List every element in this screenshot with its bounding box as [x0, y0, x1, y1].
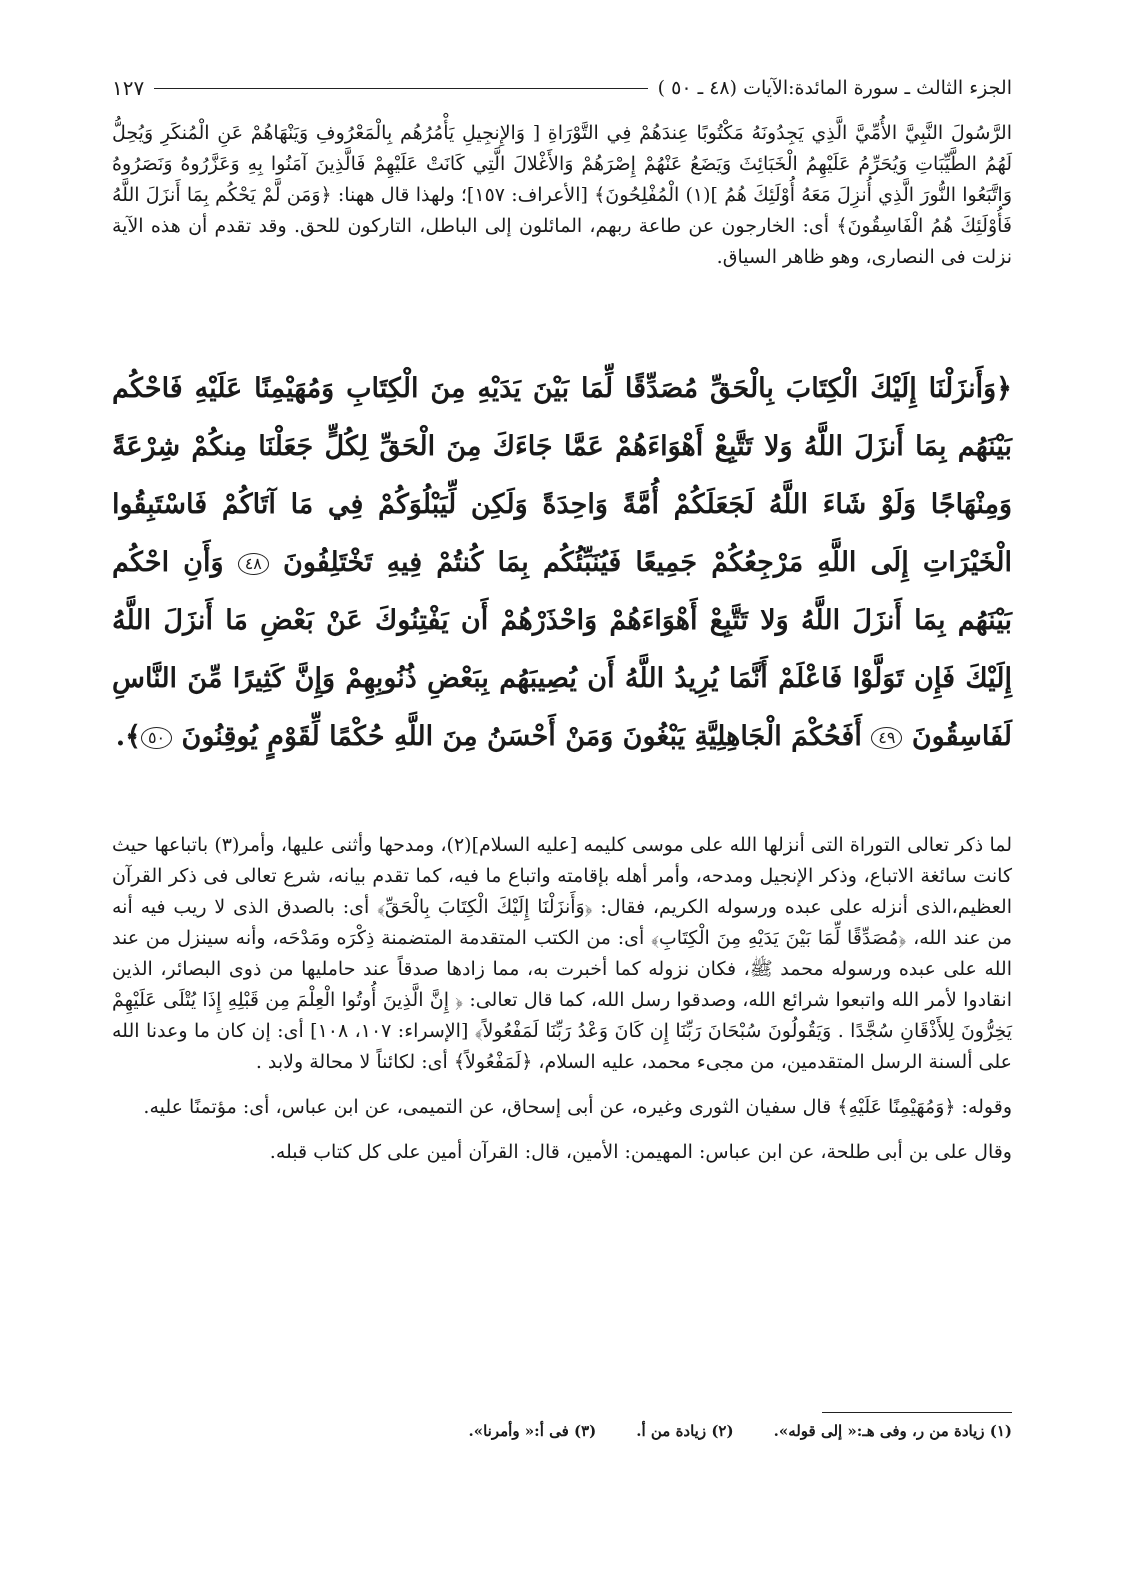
- verse-part-3: أَفَحُكْمَ الْجَاهِلِيَّةِ يَبْغُونَ وَمَنْ أَحْسَنُ مِنَ اللَّهِ حُكْمًا لِّقَوْمٍ يُوقِنُونَ: [181, 721, 862, 752]
- commentary-paragraph-3: وقال على بن أبى طلحة، عن ابن عباس: المهيمن: الأمين، قال: القرآن أمين على كل كتاب قبله.: [269, 1141, 1012, 1163]
- ayah-number-50: ٥٠: [141, 727, 172, 749]
- verse-part-2: وَأَنِ احْكُم بَيْنَهُم بِمَا أَنزَلَ اللَّهُ وَلا تَتَّبِعْ أَهْوَاءَهُمْ وَاحْذَرْهُمْ أَن يَفْتِنُوكَ عَنْ بَعْضِ مَا أَنزَلَ اللَّهُ إِلَيْكَ فَإِن تَوَلَّوْا فَاعْلَمْ أَنَّمَا يُرِيدُ اللَّهُ أَن يُصِيبَهُم بِبَعْضِ ذُنُوبِهِمْ وَإِنَّ كَثِيرًا مِّنَ النَّاسِ لَفَاسِقُونَ: [112, 547, 1012, 752]
- footnote-1: (١) زيادة من ر، وفى هـ:« إلى قوله».: [773, 1422, 1012, 1440]
- commentary-paragraph-1: لما ذكر تعالى التوراة التى أنزلها الله على موسى كليمه [عليه السلام](٢)، ومدحها وأثنى عليها، وأمر(٣) باتباعها حيث كانت سائغة الاتباع، وذكر الإنجيل ومدحه، وأمر أهله بإقامته واتباع ما فيه، كما تقدم بيانه، شرع تعالى فى ذكر القرآن العظيم،الذى أنزله على عبده ورسوله الكريم، فقال: ﴿وَأَنزَلْنَا إِلَيْكَ الْكِتَابَ بِالْحَقِّ﴾ أى: بالصدق الذى لا ريب فيه أنه من عند الله، ﴿مُصَدِّقًا لِّمَا بَيْنَ يَدَيْهِ مِنَ الْكِتَابِ﴾ أى: من الكتب المتقدمة المتضمنة ذِكْرَه ومَدْحَه، وأنه سينزل من عند الله على عبده ورسوله محمد ﷺ، فكان نزوله كما أخبرت به، مما زادها صدقاً عند حامليها من ذوى البصائر، الذين انقادوا لأمر الله واتبعوا شرائع الله، وصدقوا رسل الله، كما قال تعالى: ﴿ إِنَّ الَّذِينَ أُوتُوا الْعِلْمَ مِن قَبْلِهِ إِذَا يُتْلَى عَلَيْهِمْ يَخِرُّونَ لِلأَذْقَانِ سُجَّدًا . وَيَقُولُونَ سُبْحَانَ رَبِّنَا إِن كَانَ وَعْدُ رَبِّنَا لَمَفْعُولاً﴾ [الإسراء: ١٠٧، ١٠٨] أى: إن كان ما وعدنا الله على ألسنة الرسل المتقدمين، من مجىء محمد، عليه السلام، ﴿لَمَفْعُولاً﴾ أى: لكائناً لا محالة ولابد .: [112, 834, 1013, 1073]
- ayah-number-49: ٤٩: [871, 727, 902, 749]
- ayah-number-48: ٤٨: [238, 553, 269, 575]
- continuation-paragraph: [112, 118, 1012, 273]
- running-head: [112, 70, 1012, 106]
- commentary-paragraph-2: وقوله: ﴿وَمُهَيْمِنًا عَلَيْهِ﴾ قال سفيان الثورى وغيره، عن أبى إسحاق، عن التميمى، عن ابن عباس، أى: مؤتمنًا عليه.: [143, 1096, 1012, 1118]
- footnote-2: (٢) زيادة من أ.: [636, 1422, 734, 1440]
- page-number: ١٢٧: [112, 76, 145, 100]
- continuation-text: الرَّسُولَ النَّبِيَّ الأُمِّيَّ الَّذِي يَجِدُونَهُ مَكْتُوبًا عِندَهُمْ فِي التَّوْرَاةِ [ وَالإِنجِيلِ يَأْمُرُهُم بِالْمَعْرُوفِ وَيَنْهَاهُمْ عَنِ الْمُنكَرِ وَيُحِلُّ لَهُمُ الطَّيِّبَاتِ وَيُحَرِّمُ عَلَيْهِمُ الْخَبَائِثَ وَيَضَعُ عَنْهُمْ إِصْرَهُمْ وَالأَغْلالَ الَّتِي كَانَتْ عَلَيْهِمْ فَالَّذِينَ آمَنُوا بِهِ وَعَزَّرُوهُ وَنَصَرُوهُ وَاتَّبَعُوا النُّورَ الَّذِي أُنزِلَ مَعَهُ أُوْلَئِكَ هُمُ ](١) الْمُفْلِحُونَ﴾ [الأعراف: ١٥٧]؛ ولهذا قال ههنا: ﴿وَمَن لَّمْ يَحْكُم بِمَا أَنزَلَ اللَّهُ فَأُوْلَئِكَ هُمُ الْفَاسِقُونَ﴾ أى: الخارجون عن طاعة ربهم، المائلون إلى الباطل، التاركون للحق. وقد تقدم أن هذه الآية نزلت فى النصارى، وهو ظاهر السياق.: [112, 122, 1013, 268]
- verse-closing: ﴾.: [115, 721, 141, 752]
- commentary-section: [112, 830, 1012, 1168]
- footnote-3: (٣) فى أ:« وأمرنا».: [468, 1422, 597, 1440]
- footnote-separator: [822, 1412, 1012, 1413]
- verse-part-1: ﴿وَأَنزَلْنَا إِلَيْكَ الْكِتَابَ بِالْحَقِّ مُصَدِّقًا لِّمَا بَيْنَ يَدَيْهِ مِنَ الْكِتَابِ وَمُهَيْمِنًا عَلَيْهِ فَاحْكُم بَيْنَهُم بِمَا أَنزَلَ اللَّهُ وَلا تَتَّبِعْ أَهْوَاءَهُمْ عَمَّا جَاءَكَ مِنَ الْحَقِّ لِكُلٍّ جَعَلْنَا مِنكُمْ شِرْعَةً وَمِنْهَاجًا وَلَوْ شَاءَ اللَّهُ لَجَعَلَكُمْ أُمَّةً وَاحِدَةً وَلَكِن لِّيَبْلُوَكُمْ فِي مَا آتَاكُمْ فَاسْتَبِقُوا الْخَيْرَاتِ إِلَى اللَّهِ مَرْجِعُكُمْ جَمِيعًا فَيُنَبِّئُكُم بِمَا كُنتُمْ فِيهِ تَخْتَلِفُونَ: [112, 373, 1013, 578]
- running-head-title: الجزء الثالث ـ سورة المائدة:الآيات (٤٨ ـ ٥٠ ): [657, 77, 1012, 99]
- running-head-rule: [154, 88, 647, 89]
- quran-verses-block: [112, 360, 1012, 766]
- footnotes: [112, 1422, 1012, 1448]
- verse-text: [112, 360, 1012, 766]
